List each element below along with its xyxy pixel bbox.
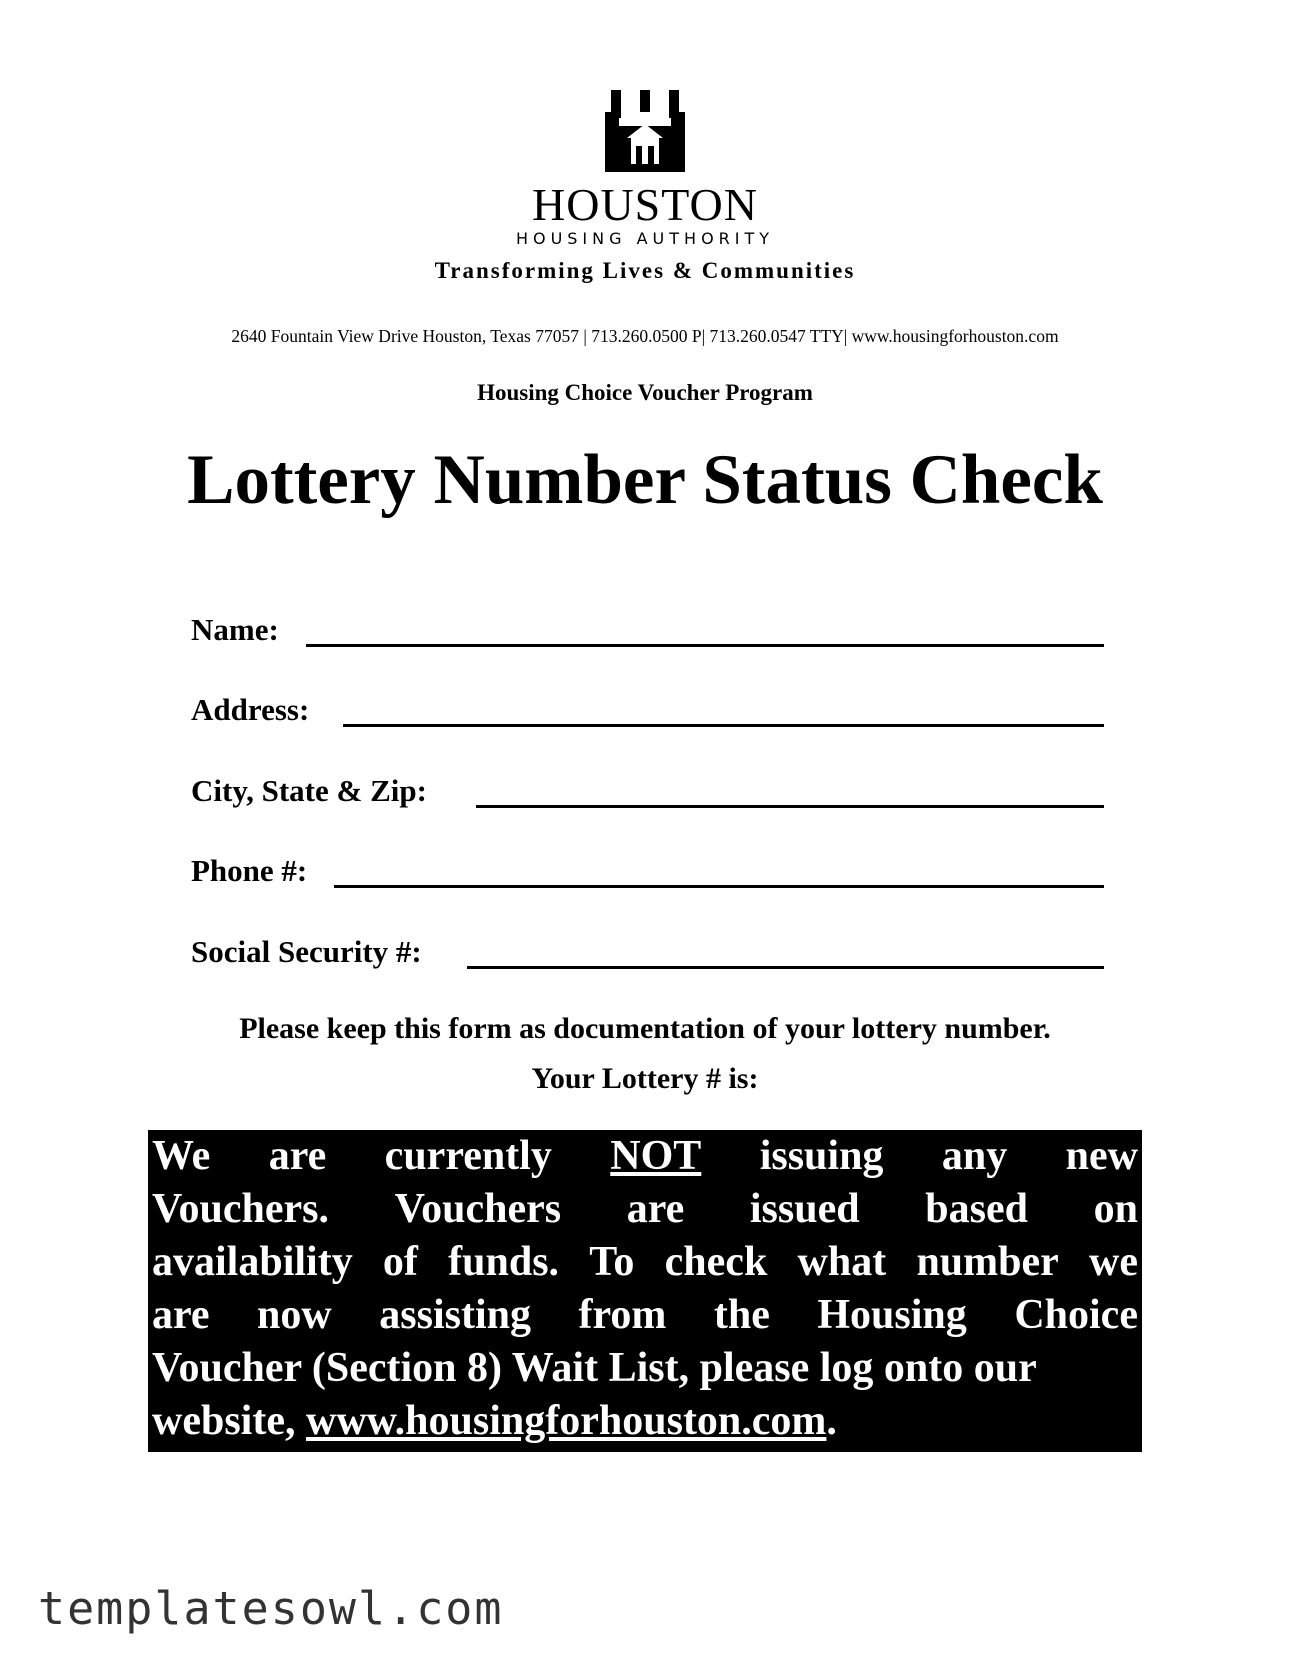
notice-word: we xyxy=(1089,1239,1138,1285)
notice-text: website, xyxy=(152,1398,306,1444)
phone-field[interactable] xyxy=(191,853,1104,893)
city-state-zip-input-line[interactable] xyxy=(476,805,1104,808)
social-security-input-line[interactable] xyxy=(467,966,1104,969)
notice-line-4 xyxy=(152,1289,1138,1342)
notice-emphasis-not: NOT xyxy=(610,1133,702,1179)
name-input-line[interactable] xyxy=(306,644,1104,647)
notice-word: We xyxy=(152,1133,211,1179)
phone-label: Phone #: xyxy=(191,853,308,888)
notice-word: what xyxy=(797,1239,887,1285)
social-security-label: Social Security #: xyxy=(191,934,422,969)
notice-word: number xyxy=(916,1239,1059,1285)
notice-word: now xyxy=(257,1292,332,1338)
notice-word: from xyxy=(578,1292,667,1338)
notice-word: Vouchers. xyxy=(152,1186,329,1232)
notice-word: currently xyxy=(384,1133,552,1179)
program-name: Housing Choice Voucher Program xyxy=(477,380,813,405)
page-title: Lottery Number Status Check xyxy=(187,441,1103,519)
notice-word: new xyxy=(1065,1133,1138,1179)
watermark-text: templatesowl.com xyxy=(38,1582,504,1635)
castle-logo-icon xyxy=(605,90,685,172)
voucher-notice-box xyxy=(148,1130,1142,1452)
notice-word: based xyxy=(925,1186,1028,1232)
website-link[interactable]: www.housingforhouston.com xyxy=(305,1398,827,1444)
notice-word: are xyxy=(626,1186,685,1232)
notice-period: . xyxy=(826,1398,837,1444)
notice-word: issuing xyxy=(759,1133,884,1179)
notice-word: Choice xyxy=(1014,1292,1138,1338)
social-security-field[interactable] xyxy=(191,934,1104,974)
notice-word: check xyxy=(664,1239,768,1285)
notice-word: are xyxy=(152,1292,210,1338)
notice-line-5 xyxy=(152,1342,1138,1395)
address-label: Address: xyxy=(191,692,310,727)
logo-subtitle: HOUSING AUTHORITY xyxy=(515,229,775,248)
city-state-zip-field[interactable] xyxy=(191,773,1104,813)
address-input-line[interactable] xyxy=(343,724,1104,727)
notice-word: the xyxy=(713,1292,770,1338)
notice-word: Housing xyxy=(817,1292,967,1338)
notice-word: any xyxy=(941,1133,1008,1179)
notice-word: funds. xyxy=(448,1239,560,1285)
notice-line-1 xyxy=(152,1130,1138,1183)
name-label: Name: xyxy=(191,612,279,647)
notice-word: To xyxy=(589,1239,635,1285)
notice-line-6 xyxy=(152,1395,1138,1448)
notice-word: on xyxy=(1093,1186,1138,1232)
address-field[interactable] xyxy=(191,692,1104,732)
notice-word: assisting xyxy=(379,1292,531,1338)
lottery-number-label: Your Lottery # is: xyxy=(531,1062,759,1095)
contact-address-line: 2640 Fountain View Drive Houston, Texas 77057 | 713.260.0500 P| 713.260.0547 TTY| www.housingforhouston.com xyxy=(231,326,1059,346)
houston-housing-authority-logo xyxy=(400,90,890,290)
notice-word: are xyxy=(268,1133,327,1179)
notice-text: Voucher (Section 8) Wait List, please log onto our xyxy=(152,1345,1037,1391)
name-field[interactable] xyxy=(191,612,1104,652)
notice-word: Vouchers xyxy=(394,1186,562,1232)
keep-form-note: Please keep this form as documentation of your lottery number. xyxy=(239,1012,1051,1045)
notice-word: issued xyxy=(749,1186,860,1232)
city-state-zip-label: City, State & Zip: xyxy=(191,773,427,808)
notice-line-2 xyxy=(152,1183,1138,1236)
phone-input-line[interactable] xyxy=(334,885,1104,888)
notice-word: availability xyxy=(152,1239,353,1285)
notice-word: of xyxy=(382,1239,418,1285)
logo-wordmark: HOUSTON xyxy=(532,179,758,230)
notice-line-3 xyxy=(152,1236,1138,1289)
logo-tagline: Transforming Lives & Communities xyxy=(434,258,856,283)
